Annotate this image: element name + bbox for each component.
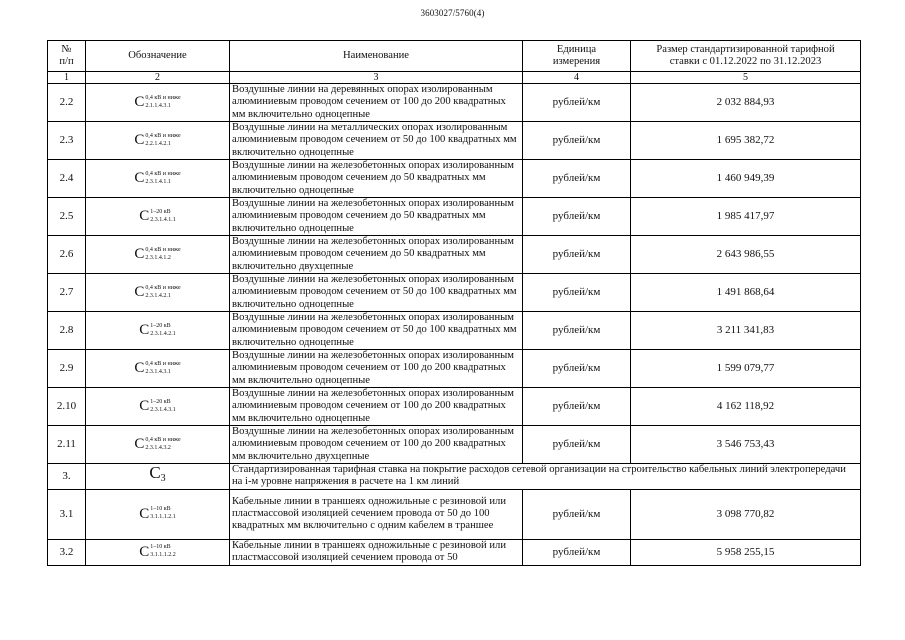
symbol-base: C	[134, 246, 145, 262]
symbol-scripts	[150, 507, 176, 521]
row-unit: рублей/км	[523, 388, 631, 426]
symbol-base: C	[139, 543, 150, 560]
symbol-subscript: 2.3.1.4.2.1	[150, 330, 176, 337]
row-symbol	[86, 426, 230, 464]
row-unit: рублей/км	[523, 539, 631, 565]
table-row	[48, 122, 861, 160]
row-symbol	[86, 274, 230, 312]
tariff-symbol	[139, 323, 176, 338]
row-number: 2.5	[48, 198, 86, 236]
table-row	[48, 84, 861, 122]
row-unit: рублей/км	[523, 274, 631, 312]
row-number: 3.1	[48, 489, 86, 539]
row-rate: 1 599 079,77	[631, 350, 861, 388]
symbol-base: C	[134, 170, 145, 186]
tariff-symbol	[134, 437, 180, 452]
symbol-base: C	[134, 132, 145, 148]
symbol-base: C	[139, 398, 150, 414]
table-row	[48, 388, 861, 426]
symbol-superscript: 1–20 кВ	[150, 322, 171, 329]
symbol-scripts	[145, 172, 180, 186]
tariff-symbol	[134, 285, 180, 300]
symbol-base: C	[134, 360, 145, 376]
row-rate: 3 546 753,43	[631, 426, 861, 464]
section-symbol	[86, 464, 230, 490]
symbol-subscript: 2.1.1.4.3.1	[145, 102, 171, 109]
column-number: 3	[230, 72, 523, 84]
row-name: Воздушные линии на железобетонных опорах изолированным алюминиевым проводом сечением до 50 квадратных мм включительно двухцепные	[230, 236, 523, 274]
symbol-base: C	[134, 94, 145, 110]
tariff-symbol	[134, 95, 180, 110]
table-row	[48, 160, 861, 198]
symbol-superscript: 0,4 кВ и ниже	[145, 170, 181, 177]
tariff-symbol	[139, 545, 176, 560]
header-number: № п/п	[48, 41, 86, 72]
row-name: Воздушные линии на деревянных опорах изолированным алюминиевым проводом сечением от 100 до 200 квадратных мм включительно одноцепные	[230, 84, 523, 122]
row-rate: 3 211 341,83	[631, 312, 861, 350]
column-number: 5	[631, 72, 861, 84]
symbol-base: C	[139, 505, 150, 522]
symbol-base: C	[139, 322, 150, 338]
row-name: Воздушные линии на металлических опорах изолированным алюминиевым проводом сечением от 50 до 100 квадратных мм включительно одноцепные	[230, 122, 523, 160]
row-name: Кабельные линии в траншеях одножильные с резиновой или пластмассовой изоляцией сечением провода от 50	[230, 539, 523, 565]
column-number: 2	[86, 72, 230, 84]
table-row	[48, 274, 861, 312]
symbol-superscript: 1–10 кВ	[150, 544, 171, 551]
section-symbol-text	[149, 464, 165, 483]
table-row	[48, 198, 861, 236]
row-unit: рублей/км	[523, 312, 631, 350]
table-header-row	[48, 41, 861, 72]
row-unit: рублей/км	[523, 350, 631, 388]
row-number: 2.8	[48, 312, 86, 350]
row-rate: 1 985 417,97	[631, 198, 861, 236]
symbol-scripts	[150, 324, 176, 338]
symbol-subscript: 2.3.1.4.1.2	[145, 254, 171, 261]
row-rate: 3 098 770,82	[631, 489, 861, 539]
symbol-superscript: 1–20 кВ	[150, 398, 171, 405]
row-name: Кабельные линии в траншеях одножильные с резиновой или пластмассовой изоляцией сечением провода от 50 до 100 квадратных мм включительно с одним кабелем в траншее	[230, 489, 523, 539]
table-row	[48, 350, 861, 388]
row-name: Воздушные линии на железобетонных опорах изолированным алюминиевым проводом сечением от 100 до 200 квадратных мм включительно одноцепные	[230, 350, 523, 388]
table-row	[48, 426, 861, 464]
symbol-scripts	[145, 438, 180, 452]
row-number: 2.9	[48, 350, 86, 388]
row-number: 2.10	[48, 388, 86, 426]
symbol-superscript: 0,4 кВ и ниже	[145, 132, 181, 139]
column-number-row	[48, 72, 861, 84]
symbol-subscript: 2.3.1.4.3.1	[145, 368, 171, 375]
row-number: 3.2	[48, 539, 86, 565]
row-name: Воздушные линии на железобетонных опорах изолированным алюминиевым проводом сечением от 50 до 100 квадратных мм включительно одноцепные	[230, 274, 523, 312]
row-symbol	[86, 198, 230, 236]
symbol-scripts	[145, 134, 180, 148]
table-row	[48, 489, 861, 539]
tariff-symbol	[134, 171, 180, 186]
row-unit: рублей/км	[523, 84, 631, 122]
row-name: Воздушные линии на железобетонных опорах изолированным алюминиевым проводом сечением до 50 квадратных мм включительно одноцепные	[230, 198, 523, 236]
symbol-scripts	[145, 286, 180, 300]
column-number: 1	[48, 72, 86, 84]
row-symbol	[86, 312, 230, 350]
row-rate: 2 032 884,93	[631, 84, 861, 122]
row-symbol	[86, 122, 230, 160]
symbol-subscript: 3.1.1.1.2.1	[150, 514, 176, 521]
tariff-table	[47, 40, 861, 566]
symbol-subscript: 2.3.1.4.1.1	[145, 178, 171, 185]
row-symbol	[86, 160, 230, 198]
table-row	[48, 539, 861, 565]
row-rate: 4 162 118,92	[631, 388, 861, 426]
symbol-scripts	[150, 400, 176, 414]
tariff-symbol	[134, 133, 180, 148]
row-symbol	[86, 539, 230, 565]
symbol-subscript: 3.1.1.1.2.2	[150, 552, 176, 559]
row-rate: 2 643 986,55	[631, 236, 861, 274]
table-body	[48, 84, 861, 566]
row-number: 2.2	[48, 84, 86, 122]
row-symbol	[86, 489, 230, 539]
section-description: Стандартизированная тарифная ставка на покрытие расходов сетевой организации на строительство кабельных линий электропередачи на i-м уровне напряжения в расчете на 1 км линий	[230, 464, 861, 490]
symbol-subscript: 2.3.1.4.3.1	[150, 406, 176, 413]
row-symbol	[86, 350, 230, 388]
row-number: 2.11	[48, 426, 86, 464]
symbol-superscript: 0,4 кВ и ниже	[145, 94, 181, 101]
tariff-symbol	[139, 209, 176, 224]
symbol-subscript: 3	[160, 473, 166, 485]
row-unit: рублей/км	[523, 426, 631, 464]
symbol-superscript: 0,4 кВ и ниже	[145, 360, 181, 367]
symbol-superscript: 0,4 кВ и ниже	[145, 284, 181, 291]
row-symbol	[86, 388, 230, 426]
row-name: Воздушные линии на железобетонных опорах изолированным алюминиевым проводом сечением от 50 до 100 квадратных мм включительно одноцепные	[230, 312, 523, 350]
symbol-superscript: 1–10 кВ	[150, 506, 171, 513]
row-number: 2.6	[48, 236, 86, 274]
symbol-subscript: 2.3.1.4.1.1	[150, 216, 176, 223]
row-unit: рублей/км	[523, 122, 631, 160]
row-unit: рублей/км	[523, 489, 631, 539]
row-unit: рублей/км	[523, 236, 631, 274]
row-rate: 1 695 382,72	[631, 122, 861, 160]
symbol-superscript: 1–20 кВ	[150, 208, 171, 215]
row-symbol	[86, 84, 230, 122]
row-number: 2.7	[48, 274, 86, 312]
symbol-superscript: 0,4 кВ и ниже	[145, 436, 181, 443]
symbol-base: C	[134, 284, 145, 300]
section-number: 3.	[48, 464, 86, 490]
table-row	[48, 312, 861, 350]
symbol-subscript: 2.3.1.4.3.2	[145, 444, 171, 451]
column-number: 4	[523, 72, 631, 84]
row-name: Воздушные линии на железобетонных опорах изолированным алюминиевым проводом сечением от 100 до 200 квадратных мм включительно двухцепные	[230, 426, 523, 464]
symbol-scripts	[145, 362, 180, 376]
symbol-scripts	[150, 545, 176, 559]
header-unit: Единица измерения	[523, 41, 631, 72]
symbol-base: C	[149, 463, 161, 483]
row-unit: рублей/км	[523, 160, 631, 198]
symbol-scripts	[145, 96, 180, 110]
section-row	[48, 464, 861, 490]
table-row	[48, 236, 861, 274]
tariff-symbol	[139, 399, 176, 414]
row-name: Воздушные линии на железобетонных опорах изолированным алюминиевым проводом сечением до 50 квадратных мм включительно одноцепные	[230, 160, 523, 198]
symbol-base: C	[139, 208, 150, 224]
row-unit: рублей/км	[523, 198, 631, 236]
symbol-scripts	[150, 210, 176, 224]
row-symbol	[86, 236, 230, 274]
symbol-subscript: 2.2.1.4.2.1	[145, 140, 171, 147]
tariff-symbol	[139, 507, 176, 522]
tariff-symbol	[134, 247, 180, 262]
symbol-scripts	[145, 248, 180, 262]
tariff-symbol	[134, 361, 180, 376]
header-symbol: Обозначение	[86, 41, 230, 72]
row-name: Воздушные линии на железобетонных опорах изолированным алюминиевым проводом сечением от 100 до 200 квадратных мм включительно одноцепные	[230, 388, 523, 426]
row-rate: 1 460 949,39	[631, 160, 861, 198]
row-number: 2.4	[48, 160, 86, 198]
symbol-superscript: 0,4 кВ и ниже	[145, 246, 181, 253]
symbol-base: C	[134, 436, 145, 452]
document-id: 3603027/5760(4)	[420, 8, 485, 18]
row-number: 2.3	[48, 122, 86, 160]
header-name: Наименование	[230, 41, 523, 72]
row-rate: 1 491 868,64	[631, 274, 861, 312]
row-rate: 5 958 255,15	[631, 539, 861, 565]
symbol-subscript: 2.3.1.4.2.1	[145, 292, 171, 299]
header-rate: Размер стандартизированной тарифной ставки с 01.12.2022 по 31.12.2023	[631, 41, 861, 72]
